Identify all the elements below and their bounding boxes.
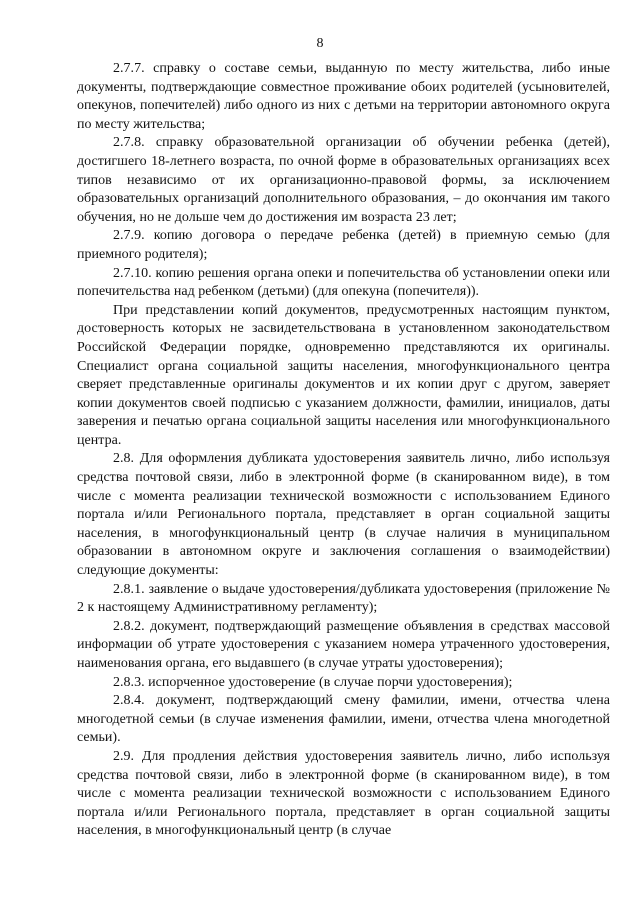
paragraph-2-7-8: 2.7.8. справку образовательной организации об обучении ребенка (детей), достигшего 18-летнего возраста, по очной форме в образовательных организациях всех типов независимо от их организационно-правовой формы, за исключением образовательных организаций дополнительного образования, – до окончания им такого обучения, но не дольше чем до достижения им возраста 23 лет; [77,135,610,225]
paragraph-2-7-10: 2.7.10. копию решения органа опеки и попечительства об установлении опеки или попечительства над ребенком (детьми) (для опекуна (попечителя)). [77,265,610,300]
paragraph-2-9: 2.9. Для продления действия удостоверения заявитель лично, либо используя средства почтовой связи, либо в электронной форме (в сканированном виде), в том числе с момента реализации технической возможности с использованием Единого портала и/или Регионального портала, представляет в орган социальной защиты населения, в многофункциональный центр (в случае [77,748,610,839]
paragraph-2-8-3: 2.8.3. испорченное удостоверение (в случае порчи удостоверения); [113,674,513,690]
paragraph-2-8: 2.8. Для оформления дубликата удостоверения заявитель лично, либо используя средства почтовой связи, либо в электронной форме (в сканированном виде), в том числе с момента реализации технической возможности с использованием Единого портала и/или Регионального портала, представляет в орган социальной защиты населения, в многофункциональный центр (в случае наличия в муниципальном образовании в автономном округе и заключения соглашения о взаимодействии) следующие документы: [77,451,610,579]
paragraph-2-7-7: 2.7.7. справку о составе семьи, выданную по месту жительства, либо иные документы, подтверждающие совместное проживание обоих родителей (усыновителей, опекунов, попечителей) либо одного из них с детьми на территории автономного округа по месту жительства; [77,61,610,132]
page-number: 8 [316,36,324,51]
paragraph-2-8-2: 2.8.2. документ, подтверждающий размещение объявления в средствах массовой информации об утрате удостоверения с указанием номера утраченного удостоверения, наименования органа, его выдавшего (в случае утраты удостоверения); [77,618,610,671]
document-body [77,60,610,841]
paragraph-2-7-9: 2.7.9. копию договора о передаче ребенка (детей) в приемную семью (для приемного родителя); [77,228,610,262]
paragraph-2-8-4: 2.8.4. документ, подтверждающий смену фамилии, имени, отчества члена многодетной семьи (в случае изменения фамилии, имени, отчества члена многодетной семьи). [77,693,610,746]
paragraph-copies-verification: При представлении копий документов, предусмотренных настоящим пунктом, достоверность которых не засвидетельствована в установленном законодательством Российской Федерации порядке, одновременно представляются их оригиналы. Специалист органа социальной защиты населения, многофункционального центра сверяет представленные оригиналы документов и их копии друг с другом, заверяет копии документов своей подписью с указанием должности, фамилии, инициалов, даты заверения и печатью органа социальной защиты населения или многофункционального центра. [77,302,610,448]
paragraph-2-8-1: 2.8.1. заявление о выдаче удостоверения/дубликата удостоверения (приложение № 2 к настоящему Административному регламенту); [77,581,610,616]
